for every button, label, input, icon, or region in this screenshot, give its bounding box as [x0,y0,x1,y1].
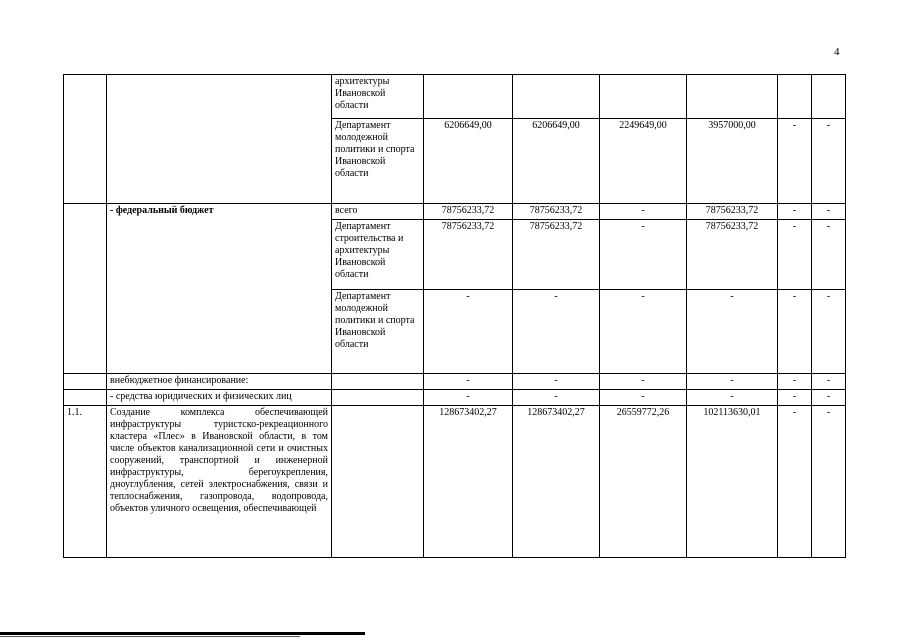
scan-edge-line-thin [0,636,300,637]
page-number: 4 [834,46,840,58]
row-number [64,374,107,390]
row-value-4: 102113630,01 [687,406,778,558]
row-value-2: - [513,390,600,406]
row-value-5: - [778,406,812,558]
row-number [64,204,107,374]
row-value-2: 78756233,72 [513,204,600,220]
row-executor [332,390,424,406]
table-row [64,406,846,558]
row-value-2: 78756233,72 [513,220,600,290]
row-value-2: - [513,290,600,374]
row-value-6: - [812,119,846,204]
row-value-total [424,75,513,119]
row-value-total: 6206649,00 [424,119,513,204]
row-value-4: 3957000,00 [687,119,778,204]
row-value-4: - [687,374,778,390]
row-executor: Департамент молодежной политики и спорта Ивановской области [332,290,424,374]
row-value-2: - [513,374,600,390]
row-value-6: - [812,374,846,390]
scan-edge-line [0,632,365,635]
row-value-6: - [812,390,846,406]
row-value-6: - [812,290,846,374]
row-value-3: 2249649,00 [600,119,687,204]
row-value-total: - [424,374,513,390]
row-executor: всего [332,204,424,220]
row-name [107,75,332,204]
row-value-6: - [812,220,846,290]
row-value-4: 78756233,72 [687,220,778,290]
row-number [64,75,107,204]
row-value-3: - [600,204,687,220]
row-value-5 [778,75,812,119]
row-value-3: - [600,290,687,374]
row-number [64,390,107,406]
table-row [64,75,846,119]
row-value-total: - [424,290,513,374]
row-value-2: 6206649,00 [513,119,600,204]
row-value-total: 78756233,72 [424,220,513,290]
row-value-5: - [778,220,812,290]
table-row [64,374,846,390]
table-row [64,204,846,220]
row-value-5: - [778,204,812,220]
row-name: - средства юридических и физических лиц [107,390,332,406]
row-value-6 [812,75,846,119]
row-number: 1.1. [64,406,107,558]
row-value-4: - [687,290,778,374]
row-value-3: 26559772,26 [600,406,687,558]
row-value-3: - [600,220,687,290]
row-value-5: - [778,374,812,390]
row-executor [332,406,424,558]
row-value-6: - [812,406,846,558]
row-name: Создание комплекса обеспечивающей инфраструктуры туристско-рекреационного кластера «Плес» в Ивановской области, в том числе объектов канализационной сети и очистных сооружений, транспортной и инженерной инфраструктуры, берегоукрепления, дноуглубления, сетей электроснабжения, связи и теплоснабжения, газопровода, водопровода, объектов уличного освещения, обеспечивающей [107,406,332,558]
row-value-5: - [778,290,812,374]
row-value-5: - [778,390,812,406]
budget-table [63,74,846,558]
row-value-3: - [600,374,687,390]
row-value-4: - [687,390,778,406]
row-value-4: 78756233,72 [687,204,778,220]
row-executor [332,374,424,390]
row-value-total: 78756233,72 [424,204,513,220]
row-value-3: - [600,390,687,406]
row-value-total: 128673402,27 [424,406,513,558]
row-value-5: - [778,119,812,204]
row-name: внебюджетное финансирование: [107,374,332,390]
row-value-3 [600,75,687,119]
row-value-total: - [424,390,513,406]
row-executor: Департамент строительства и архитектуры Ивановской области [332,220,424,290]
row-executor: архитектуры Ивановской области [332,75,424,119]
row-value-6: - [812,204,846,220]
row-value-2 [513,75,600,119]
row-value-2: 128673402,27 [513,406,600,558]
row-value-4 [687,75,778,119]
row-name: - федеральный бюджет [107,204,332,374]
table-row [64,390,846,406]
row-executor: Департамент молодежной политики и спорта Ивановской области [332,119,424,204]
